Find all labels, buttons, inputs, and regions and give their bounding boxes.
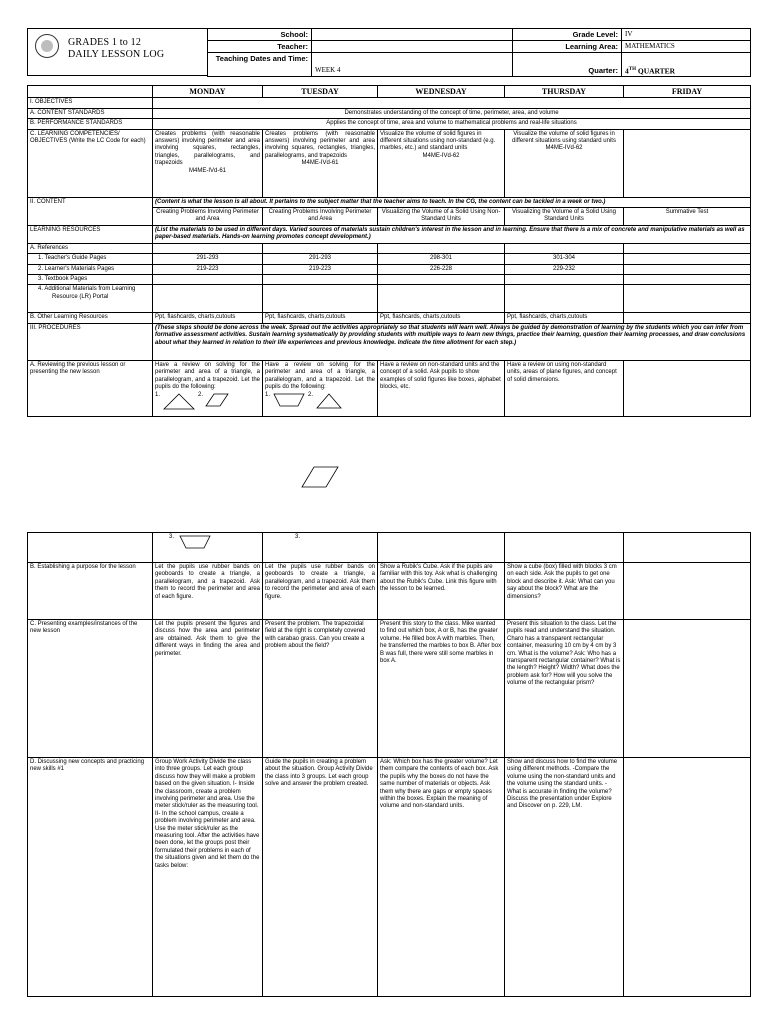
day-header-monday: MONDAY (153, 86, 263, 98)
teachers-guide-label: 1. Teacher's Guide Pages (28, 254, 153, 264)
examples-tuesday: Present the problem. The trapezoidal field at the right is completely covered with carabao grass. Can you create a problem about the field? (263, 620, 378, 758)
learning-resources-note: (List the materials to be used in different days. Varied sources of materials sustain children's interest in the lesson and in learning. Ensure that there is a mix of concrete and manipulative materials as well as paper-based materials. Hands-on learning promotes concept development.) (153, 225, 751, 243)
lc-wednesday: Visualize the volume of solid figures in different situations using non-standard (e.g. marbles, etc.) and standard units M4ME-IVd-62 (378, 129, 505, 197)
lm-thursday: 229-232 (505, 264, 624, 274)
content-note: (Content is what the lesson is all about. It pertains to the subject matter that the teacher aims to teach. In the CG, the content can be tackled in a week or two.) (153, 197, 751, 207)
day-header-tuesday: TUESDAY (263, 86, 378, 98)
teaching-dates-label: Teaching Dates and Time: (208, 53, 312, 77)
lc-tuesday: Creates problems (with reasonable answers) involving perimeter and area involving squares, rectangles, triangles, parallelograms, and trapezoids M4ME-IVd-61 (263, 129, 378, 197)
learning-competencies-label: C. LEARNING COMPETENCIES/ OBJECTIVES (Write the LC Code for each) (28, 129, 153, 197)
discuss-friday (624, 758, 751, 997)
review-tuesday: Have a review on solving for the perimeter and area of a triangle, a parallelogram, and a trapezoid. Let the pupils do the following: 1. 2. (263, 360, 378, 416)
discussing-concepts-label: D. Discussing new concepts and practicing new skills #1 (28, 758, 153, 997)
performance-standards-text: Applies the concept of time, area and volume to mathematical problems and real-life situations (153, 119, 751, 129)
content-thursday: Visualizing the Volume of a Solid Using Standard Units (505, 208, 624, 226)
learning-resources-label: LEARNING RESOURCES (28, 225, 153, 243)
tg-monday: 291-293 (153, 254, 263, 264)
learning-area-label: Learning Area: (513, 41, 622, 53)
school-label: School: (208, 29, 312, 41)
quarter-value: 4TH QUARTER (622, 53, 751, 77)
tg-wednesday: 298-301 (378, 254, 505, 264)
other-tuesday: Ppt, flashcards, charts,cutouts (263, 313, 378, 323)
discuss-monday: Group Work Activity Divide the class into three groups. Let each group discuss how they will make a problem based on the given situation. I- Inside the classroom, create a problem involving perimeter and area. Use the meter stick/ruler as the measuring tool. II- In the school campus, create a problem involving perimeter and area. Use the meter stick/ruler as the measuring tool. After the activities have been done, let the groups post their formulated their problems in each of the situations given and let them do the tasks below: (153, 758, 263, 997)
other-resources-label: B. Other Learning Resources (28, 313, 153, 323)
review-monday-continued (153, 533, 263, 563)
examples-wednesday: Present this story to the class. Mike wanted to find out which box, A or B, has the greater volume. He filled box A with marbles. Then, he transferred the marbles to box B. After box B was full, there were still some marbles in box A. (378, 620, 505, 758)
item-number: 3. (295, 534, 301, 540)
content-standards-label: A. CONTENT STANDARDS (28, 108, 153, 118)
teacher-label: Teacher: (208, 41, 312, 53)
establishing-purpose-label: B. Establishing a purpose for the lesson (28, 563, 153, 620)
reviewing-lesson-label: A. Reviewing the previous lesson or presenting the new lesson (28, 360, 153, 416)
other-thursday: Ppt, flashcards, charts,cutouts (505, 313, 624, 323)
examples-monday: Let the pupils present the figures and discuss how the area and perimeter are obtained. Ask them to give the different ways in finding the area and perimeter. (153, 620, 263, 758)
day-header-wednesday: WEDNESDAY (378, 86, 505, 98)
review-monday: Have a review on solving for the perimeter and area of a triangle, a parallelogram, and a trapezoid. Let the pupils do the following: 1. 2. (153, 360, 263, 416)
purpose-wednesday: Show a Rubik's Cube. Ask if the pupils are familiar with this toy. Ask what is challenging about the Rubik's Cube. Link this figure with the lesson to be learned. (378, 563, 505, 620)
item-number: 3. (169, 534, 175, 540)
deped-header-logo-box (27, 28, 207, 76)
purpose-monday: Let the pupils use rubber bands on geoboards to create a triangle, a parallelogram, and a trapezoid. Ask them to record the perimeter and area of each figure. (153, 563, 263, 620)
review-friday (624, 360, 751, 416)
references-label: A. References (28, 243, 153, 253)
content-wednesday: Visualizing the Volume of a Solid Using Non-Standard Units (378, 208, 505, 226)
additional-materials-label: 4. Additional Materials from Learning Resource (LR) Portal (28, 285, 153, 313)
discuss-thursday: Show and discuss how to find the volume using different methods. -Compare the volume using the non-standard units and the volume using the standard units. -What is accurate in finding the volume? Discuss the presentation under Explore and Discover on p. 229, LM. (505, 758, 624, 997)
purpose-thursday: Show a cube (box) filled with blocks 3 cm on each side. Ask the pupils to get one block and describe it. Ask: What can you say about the block? What are the dimensions? (505, 563, 624, 620)
day-header-friday: FRIDAY (624, 86, 751, 98)
procedures-label: III. PROCEDURES (28, 323, 153, 360)
learners-materials-label: 2. Learner's Materials Pages (28, 264, 153, 274)
grade-level-label: Grade Level: (513, 29, 622, 41)
item-number: 2. (308, 391, 314, 398)
doc-title-line2: DAILY LESSON LOG (68, 49, 165, 60)
lm-monday: 219-223 (153, 264, 263, 274)
item-number: 1. (155, 391, 161, 398)
purpose-friday (624, 563, 751, 620)
header-info-table (207, 28, 751, 77)
tg-thursday: 301-304 (505, 254, 624, 264)
review-tuesday-continued (263, 533, 378, 563)
content-monday: Creating Problems Involving Perimeter and Area (153, 208, 263, 226)
triangle-shape (315, 392, 343, 410)
deped-seal-icon (35, 34, 59, 58)
parallelogram-shape (205, 392, 229, 408)
procedures-note: (These steps should be done across the week. Spread out the activities appropriately so that students will learn well. Always be guided by demonstration of learning by the students which you can infer from formative assessment activities. Sustain learning systematically by providing students with multiple ways to learn new things, practice their learning, question their learning processes, and draw conclusions about what they learned in relation to their life experiences and previous knowledge. Indicate the time allotment for each step.) (153, 323, 751, 360)
presenting-examples-label: C. Presenting examples/instances of the new lesson (28, 620, 153, 758)
lc-thursday: Visualize the volume of solid figures in different situations using standard units M4ME-IVd-62 (505, 129, 624, 197)
discuss-wednesday: Ask: Which box has the greater volume? Let them compare the contents of each box. Ask the pupils why the boxes do not have the same number of materials or objects. Ask them why there are gaps or empty spaces within the boxes. Explain the meaning of volume and non-standard units. (378, 758, 505, 997)
teacher-value (312, 41, 513, 53)
parallelogram-shape (300, 465, 340, 489)
learning-area-value: MATHEMATICS (622, 41, 751, 53)
content-standards-text: Demonstrates understanding of the concept of time, perimeter, area, and volume (153, 108, 751, 118)
lesson-log-table-page1 (27, 85, 751, 417)
objectives-label: I. OBJECTIVES (28, 98, 153, 108)
teaching-dates-value: WEEK 4 (312, 53, 513, 77)
tg-tuesday: 291-293 (263, 254, 378, 264)
school-value (312, 29, 513, 41)
other-monday: Ppt, flashcards, charts,cutouts (153, 313, 263, 323)
performance-standards-label: B. PERFORMANCE STANDARDS (28, 119, 153, 129)
purpose-tuesday: Let the pupils use rubber bands on geoboards to create a triangle, a parallelogram, and a trapezoid. Ask them to record the perimeter and area of each figure. (263, 563, 378, 620)
textbook-pages-label: 3. Textbook Pages (28, 275, 153, 285)
triangle-shape (162, 392, 196, 410)
examples-thursday: Present this situation to the class. Let the pupils read and understand the situation. Charo has a transparent rectangular container, measuring 10 cm by 4 cm by 3 cm. What is the volume? Ask: Who has a transparent rectangular container? What is the length? Height? Width? What does the problem ask for? How will you solve the volume of the rectangular prism? (505, 620, 624, 758)
day-header-blank (28, 86, 153, 98)
day-header-thursday: THURSDAY (505, 86, 624, 98)
other-wednesday: Ppt, flashcards, charts,cutouts (378, 313, 505, 323)
review-wednesday: Have a review on non-standard units and the concept of a solid. Ask pupils to show examples of solid figures like boxes, alphabet blocks, etc. (378, 360, 505, 416)
lesson-log-table-page2 (27, 532, 751, 997)
trapezoid-shape (178, 534, 212, 550)
review-thursday: Have a review on using non-standard units, areas of plane figures, and concept of solid dimensions. (505, 360, 624, 416)
lm-wednesday: 226-228 (378, 264, 505, 274)
quarter-label: Quarter: (513, 53, 622, 77)
lm-tuesday: 219-223 (263, 264, 378, 274)
trapezoid-shape (272, 392, 306, 408)
content-friday: Summative Test (624, 208, 751, 226)
grade-level-value: IV (622, 29, 751, 41)
lc-friday (624, 129, 751, 197)
content-tuesday: Creating Problems Involving Perimeter and Area (263, 208, 378, 226)
doc-title-line1: GRADES 1 to 12 (68, 37, 142, 48)
discuss-tuesday: Guide the pupils in creating a problem about the situation. Group Activity Divide the class into 3 groups. Let each group solve and answer the problem created. (263, 758, 378, 997)
item-number: 2. (198, 391, 204, 398)
content-label: II. CONTENT (28, 197, 153, 225)
item-number: 1. (265, 391, 271, 398)
lc-monday: Creates problems (with reasonable answers) involving perimeter and area involving squares, rectangles, triangles, parallelograms, and trapezoids M4ME-IVd-61 (153, 129, 263, 197)
examples-friday (624, 620, 751, 758)
